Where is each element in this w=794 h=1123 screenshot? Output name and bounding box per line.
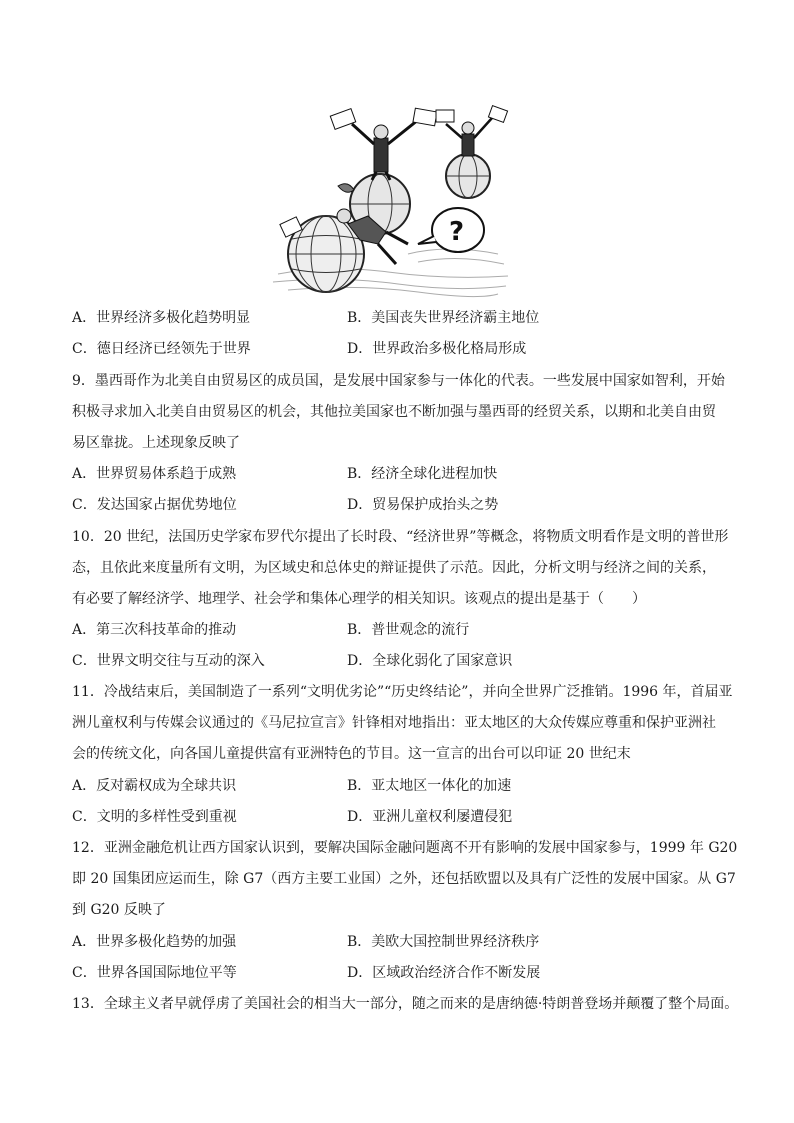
- q11-stem-line-3: 会的传统文化，向各国儿童提供富有亚洲特色的节目。这一宣言的出台可以印证 20 世纪末: [72, 746, 631, 762]
- q10-option-c: C．世界文明交往与互动的深入: [72, 653, 265, 669]
- q11-stem-line-1: 11．冷战结束后，美国制造了一系列“文明优劣论”“历史终结论”，并向全世界广泛推销。1996 年，首届亚: [72, 684, 733, 700]
- q12-option-b: B．美欧大国控制世界经济秩序: [347, 934, 540, 950]
- q9-option-c: C．发达国家占据优势地位: [72, 497, 237, 513]
- svg-text:?: ?: [449, 217, 465, 247]
- q9-option-d: D．贸易保护成抬头之势: [347, 497, 499, 513]
- q10-stem-line-2: 态，且依此来度量所有文明，为区域史和总体史的辩证提供了示范。因此，分析文明与经济之间的关系，: [72, 560, 716, 576]
- q12-option-d: D．区域政治经济合作不断发展: [347, 965, 541, 981]
- q9-stem-line-2: 积极寻求加入北美自由贸易区的机会，其他拉美国家也不断加强与墨西哥的经贸关系，以期和北美自由贸: [72, 404, 716, 420]
- q8-option-d: D．世界政治多极化格局形成: [347, 341, 527, 357]
- q8-option-b: B．美国丧失世界经济霸主地位: [347, 310, 540, 326]
- q12-option-a: A．世界多极化趋势的加强: [72, 934, 237, 950]
- q9-stem-line-1: 9．墨西哥作为北美自由贸易区的成员国，是发展中国家参与一体化的代表。一些发展中国家如智利，开始: [72, 373, 725, 389]
- q13-stem-line-1: 13．全球主义者早就俘虏了美国社会的相当大一部分，随之而来的是唐纳德·特朗普登场并颠覆了整个局面。: [72, 996, 739, 1012]
- cartoon-illustration: [268, 104, 512, 300]
- q10-option-b: B．普世观念的流行: [347, 622, 470, 638]
- q12-stem-line-2: 即 20 国集团应运而生，除 G7（西方主要工业国）之外，还包括欧盟以及具有广泛性的发展中国家。从 G7: [72, 871, 736, 887]
- q11-option-d: D．亚洲儿童权利屡遭侵犯: [347, 809, 513, 825]
- q11-option-c: C．文明的多样性受到重视: [72, 809, 237, 825]
- q11-option-a: A．反对霸权成为全球共识: [72, 778, 237, 794]
- q8-option-a: A．世界经济多极化趋势明显: [72, 310, 251, 326]
- q12-stem-line-1: 12．亚洲金融危机让西方国家认识到，要解决国际金融问题离不开有影响的发展中国家参与，1999 年 G20: [72, 840, 738, 856]
- q10-option-d: D．全球化弱化了国家意识: [347, 653, 513, 669]
- q11-option-b: B．亚太地区一体化的加速: [347, 778, 512, 794]
- q12-option-c: C．世界各国国际地位平等: [72, 965, 237, 981]
- q9-option-b: B．经济全球化进程加快: [347, 466, 498, 482]
- q8-option-c: C．德日经济已经领先于世界: [72, 341, 251, 357]
- q9-option-a: A．世界贸易体系趋于成熟: [72, 466, 237, 482]
- q12-stem-line-3: 到 G20 反映了: [72, 902, 166, 918]
- q10-stem-line-3: 有必要了解经济学、地理学、社会学和集体心理学的相关知识。该观点的提出是基于（ ）: [72, 591, 646, 607]
- q10-option-a: A．第三次科技革命的推动: [72, 622, 237, 638]
- q10-stem-line-1: 10．20 世纪，法国历史学家布罗代尔提出了长时段、“经济世界”等概念，将物质文明看作是文明的普世形: [72, 529, 729, 545]
- q11-stem-line-2: 洲儿童权利与传媒会议通过的《马尼拉宣言》针锋相对地指出：亚太地区的大众传媒应尊重和保护亚洲社: [72, 715, 716, 731]
- q9-stem-line-3: 易区靠拢。上述现象反映了: [72, 435, 240, 451]
